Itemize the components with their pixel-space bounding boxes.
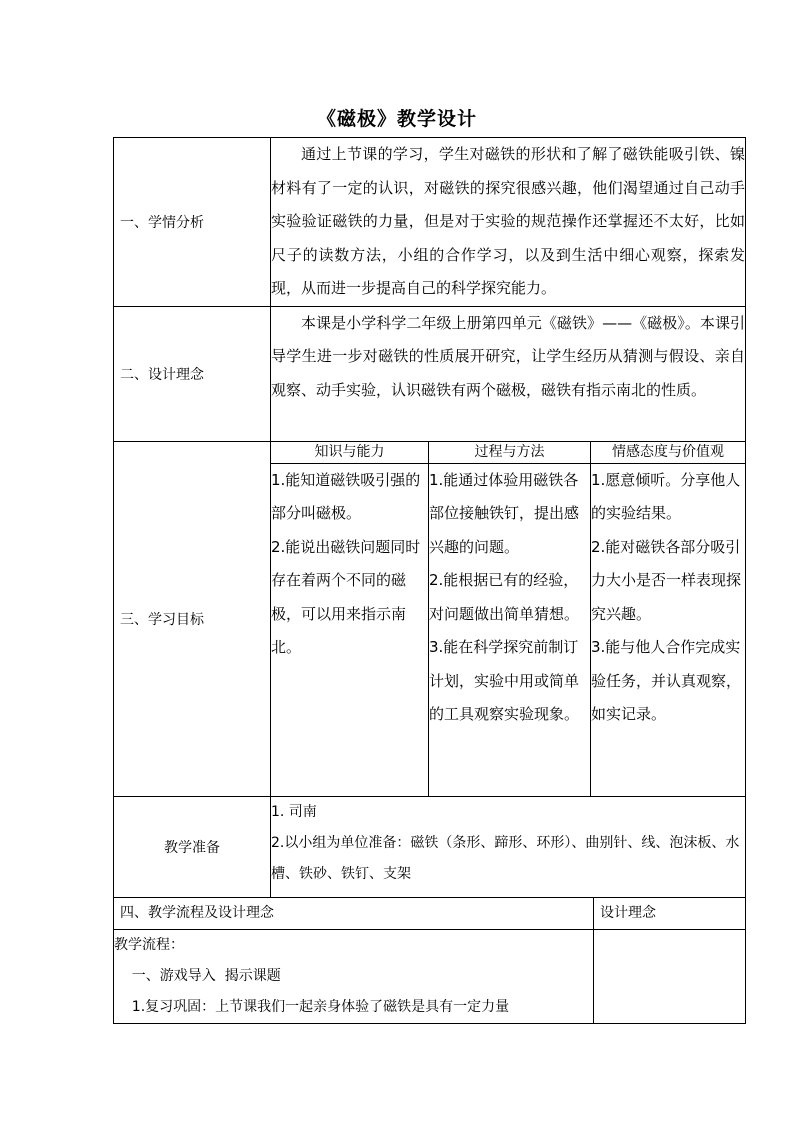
flow-line: 教学流程： (114, 936, 184, 953)
flow-line: 一、游戏导入 揭示课题 (114, 967, 281, 984)
flow-header: 四、教学流程及设计理念 (114, 897, 594, 929)
objective-item: 2.能说出磁铁问题同时存在着两个不同的磁极，可以用来指示南北。 (271, 537, 421, 656)
objective-item: 3.能在科学探究前制订计划，实验中用或简单的工具观察实验现象。 (429, 638, 580, 723)
row-student-analysis (114, 138, 746, 307)
label-design-concept: 二、设计理念 (114, 306, 271, 441)
row-flow-header (114, 897, 746, 929)
row-design-concept (114, 306, 746, 441)
preparation-item: 1. 司南 (271, 803, 317, 820)
row-flow-body (114, 929, 746, 1023)
student-analysis-text: 通过上节课的学习，学生对磁铁的形状和了解了磁铁能吸引铁、镍材料有了一定的认识，对磁铁的探究很感兴趣，他们渴望通过自己动手实验验证磁铁的力量，但是对于实验的规范操作还掌握还不太好，比如尺子的读数方法，小组的合作学习，以及到生活中细心观察，探索发现，从而进一步提高自己的科学探究能力。 (271, 138, 746, 307)
preparation-item: 2.以小组为单位准备：磁铁（条形、蹄形、环形）、曲别针、线、泡沫板、水槽、铁砂、铁钉、支架 (271, 834, 740, 882)
header-attitude: 情感态度与价值观 (591, 441, 746, 463)
flow-side-content (594, 929, 746, 1023)
flow-content (114, 929, 594, 1023)
objectives-process (429, 463, 591, 796)
flow-line: 1.复习巩固：上节课我们一起亲身体验了磁铁是具有一定力量 (114, 998, 510, 1015)
objective-item: 1.愿意倾听。分享他人的实验结果。 (591, 470, 741, 522)
objective-item: 1.能知道磁铁吸引强的部分叫磁极。 (271, 470, 421, 522)
header-process: 过程与方法 (429, 441, 591, 463)
label-student-analysis: 一、学情分析 (114, 138, 271, 307)
objectives-knowledge (271, 463, 429, 796)
objective-item: 2.能根据已有的经验，对问题做出简单猜想。 (429, 571, 580, 623)
header-knowledge: 知识与能力 (271, 441, 429, 463)
page-title: 《磁极》教学设计 (316, 108, 477, 130)
design-concept-text: 本课是小学科学二年级上册第四单元《磁铁》——《磁极》。本课引导学生进一步对磁铁的性质展开研究，让学生经历从猜测与假设、亲自观察、动手实验，认识磁铁有两个磁极，磁铁有指示南北的性质。 (271, 306, 746, 441)
row-preparation (114, 796, 746, 897)
lesson-plan-table (113, 137, 746, 1024)
label-preparation: 教学准备 (114, 796, 271, 897)
label-objectives: 三、学习目标 (114, 441, 271, 796)
preparation-list (271, 796, 746, 897)
objective-item: 2.能对磁铁各部分吸引力大小是否一样表现探究兴趣。 (591, 537, 742, 623)
objective-item: 3.能与他人合作完成实验任务，并认真观察，如实记录。 (591, 638, 742, 723)
objective-item: 1.能通过体验用磁铁各部位接触铁钉，提出感兴趣的问题。 (429, 470, 580, 556)
objectives-attitude (591, 463, 746, 796)
row-objectives-header (114, 441, 746, 463)
flow-side-header: 设计理念 (594, 897, 746, 929)
